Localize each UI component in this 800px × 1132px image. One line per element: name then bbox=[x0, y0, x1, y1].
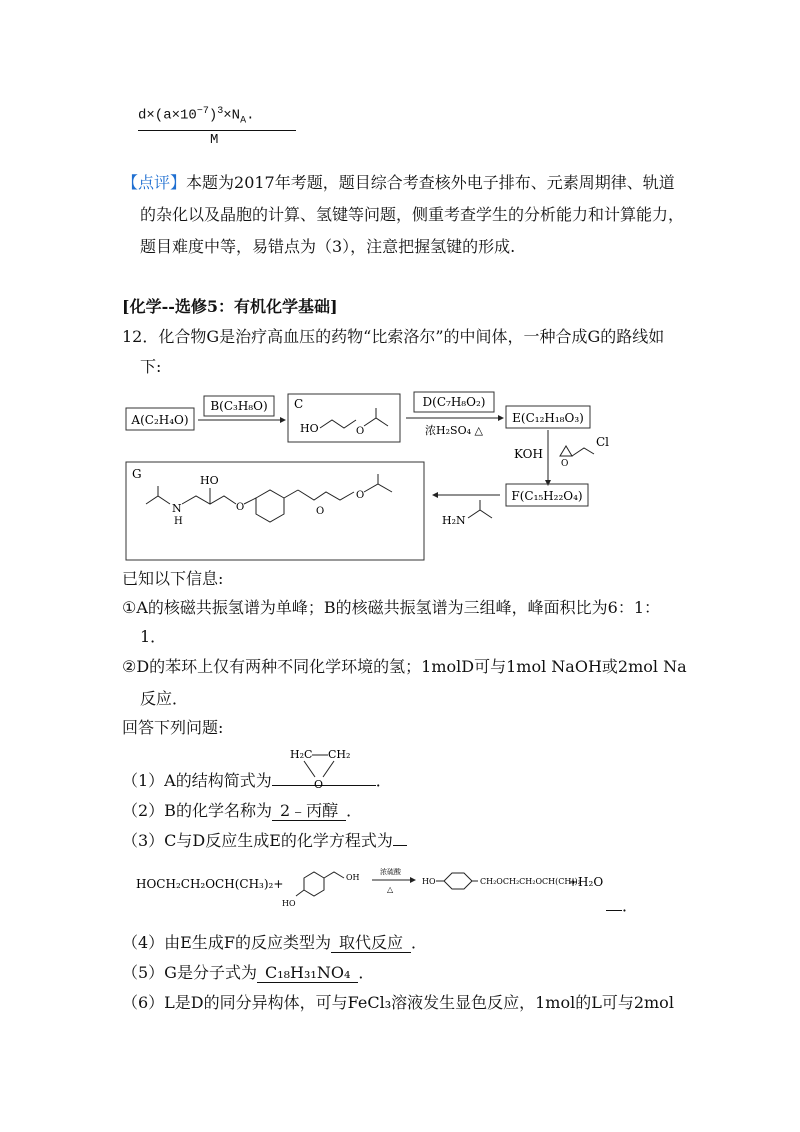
known-item1-line1: ①A的核磁共振氢谱为单峰；B的核磁共振氢谱为三组峰，峰面积比为6：1： bbox=[122, 598, 661, 617]
q3-suffix: ． bbox=[622, 896, 639, 915]
q3-blank bbox=[393, 845, 407, 846]
q4-answer: 取代反应 bbox=[331, 934, 411, 953]
comment-line-2: 的杂化以及晶胞的计算、氢键等问题，侧重考查学生的分析能力和计算能力， bbox=[140, 205, 685, 224]
section-title: [化学--选修5：有机化学基础] bbox=[122, 297, 338, 316]
g-benzene bbox=[256, 490, 284, 522]
formula bbox=[138, 106, 254, 126]
q5-suffix: ． bbox=[358, 963, 375, 982]
reagent-b: B(C₃H₈O) bbox=[210, 399, 268, 413]
q2-suffix: ． bbox=[346, 801, 363, 820]
q1-suffix: ． bbox=[375, 771, 392, 790]
formula-paren: ) bbox=[208, 107, 218, 124]
q1-o: O bbox=[314, 778, 324, 790]
q3-reactant1: HOCH₂CH₂OCH(CH₃)₂+ bbox=[136, 877, 284, 891]
q3-tail bbox=[606, 895, 638, 917]
q6-line: （6）L是D的同分异构体，可与FeCl₃溶液发生显色反应，1mol的L可与2mol bbox=[122, 993, 674, 1012]
question-line-2: 下: bbox=[140, 357, 162, 376]
scheme-svg bbox=[120, 388, 640, 578]
amine-chain bbox=[468, 510, 492, 518]
q2-answer: 2﹣丙醇 bbox=[272, 802, 346, 821]
q3-oh: OH bbox=[346, 873, 360, 882]
q3-catalyst: 浓硫酸 bbox=[380, 868, 401, 876]
formula-na-sub: A bbox=[240, 115, 247, 127]
g-ho: HO bbox=[200, 474, 219, 487]
q3-line bbox=[122, 830, 407, 852]
arrow-head-e-f bbox=[545, 480, 551, 486]
comment-text-1: 本题为2017年考题，题目综合考查核外电子排布、元素周期律、轨道 bbox=[186, 173, 675, 192]
q3-equation bbox=[136, 860, 656, 910]
box-f-label: F(C₁₅H₂₂O₄) bbox=[511, 489, 583, 503]
formula-exp3: 3 bbox=[217, 106, 224, 117]
g-o3: O bbox=[356, 490, 365, 501]
epoxide-ring bbox=[560, 446, 572, 456]
q2-line bbox=[122, 800, 362, 822]
known-item1-line2: 1． bbox=[140, 627, 167, 646]
q3-product-ho: HO bbox=[422, 877, 436, 886]
box-e-label: E(C₁₂H₁₈O₃) bbox=[512, 411, 584, 425]
q1-epoxide bbox=[288, 746, 358, 790]
epoxide-o: O bbox=[561, 459, 569, 469]
q3-tail-blank bbox=[606, 910, 622, 911]
q1-prefix: （1）A的结构简式为 bbox=[122, 771, 272, 790]
q5-line bbox=[122, 962, 374, 984]
formula-numerator: d×(a×10 bbox=[138, 107, 197, 124]
box-g-label: G bbox=[132, 467, 142, 481]
formula-bar bbox=[138, 130, 296, 131]
arrow-head-f-g bbox=[432, 492, 438, 498]
c-ipr bbox=[364, 418, 388, 426]
known-item2-line1: ②D的苯环上仅有两种不同化学环境的氢；1molD可与1mol NaOH或2mol Na bbox=[122, 657, 687, 676]
g-chain bbox=[182, 496, 236, 504]
q3-ch2oh-bond bbox=[324, 872, 344, 878]
g-ipr bbox=[146, 496, 170, 504]
q3-benzene-2 bbox=[444, 873, 472, 889]
known-heading: 已知以下信息: bbox=[122, 569, 224, 588]
g-n: N bbox=[172, 502, 182, 515]
q3-product: CH₂OCH₂CH₂OCH(CH₃)₂ bbox=[480, 877, 581, 886]
formula-na: ×N bbox=[223, 107, 241, 124]
box-a-label: A(C₂H₄O) bbox=[131, 413, 189, 427]
formula-dot: . bbox=[246, 107, 255, 124]
g-o1-bond bbox=[244, 498, 256, 504]
q5-prefix: （5）G是分子式为 bbox=[122, 963, 257, 982]
q5-answer: C₁₈H₃₁NO₄ bbox=[257, 964, 358, 983]
box-g bbox=[126, 462, 424, 560]
question-line-1: 12．化合物G是治疗高血压的药物“比索洛尔”的中间体，一种合成G的路线如 bbox=[122, 327, 665, 346]
cond-d: 浓H₂SO₄ △ bbox=[425, 424, 483, 437]
q3-arrow-head bbox=[410, 877, 416, 883]
q1-co-bond2 bbox=[323, 761, 334, 777]
amine-h2n: H₂N bbox=[442, 514, 466, 527]
arrow-head-c-e bbox=[498, 415, 504, 421]
c-o: O bbox=[356, 426, 365, 437]
q3-prefix: （3）C与D反应生成E的化学方程式为 bbox=[122, 831, 393, 850]
g-ether-chain bbox=[298, 490, 354, 500]
q4-suffix: ． bbox=[410, 933, 427, 952]
q1-epoxide-svg bbox=[288, 746, 358, 790]
q3-equation-svg bbox=[136, 860, 656, 910]
formula-exp: −7 bbox=[196, 106, 209, 117]
q1-ch2: CH₂ bbox=[328, 748, 351, 761]
q1-h2c: H₂C bbox=[290, 748, 313, 761]
q3-water: +H₂O bbox=[568, 875, 604, 889]
g-o2: O bbox=[316, 506, 325, 517]
reagent-d: D(C₇H₈O₂) bbox=[422, 395, 486, 409]
q2-prefix: （2）B的化学名称为 bbox=[122, 801, 272, 820]
comment-line-3: 题目难度中等，易错点为（3），注意把握氢键的形成. bbox=[140, 237, 516, 256]
q3-ho: HO bbox=[282, 899, 296, 908]
epoxide-chain bbox=[572, 448, 594, 456]
g-ipr2 bbox=[364, 484, 392, 492]
arrow-head-a-c bbox=[280, 417, 286, 423]
g-ch2 bbox=[284, 490, 298, 498]
c-chain bbox=[320, 420, 356, 428]
synthesis-scheme bbox=[120, 388, 640, 578]
reagent-koh: KOH bbox=[514, 447, 543, 461]
box-c-label: C bbox=[294, 397, 304, 411]
formula-denominator: M bbox=[210, 132, 219, 148]
epoxide-cl: Cl bbox=[596, 435, 610, 449]
q3-ho-bond bbox=[296, 890, 304, 896]
answers-heading: 回答下列问题: bbox=[122, 718, 224, 737]
q4-prefix: （4）由E生成F的反应类型为 bbox=[122, 933, 331, 952]
comment-tag: 【点评】 bbox=[122, 173, 187, 192]
known-item2-line2: 反应． bbox=[140, 689, 189, 708]
q1-co-bond1 bbox=[304, 761, 315, 777]
c-ho: HO bbox=[300, 422, 319, 435]
q3-heat: △ bbox=[387, 885, 394, 894]
g-o1: O bbox=[236, 502, 245, 513]
g-h: H bbox=[174, 516, 183, 527]
comment-line-1 bbox=[122, 172, 675, 194]
q3-benzene-1 bbox=[304, 872, 324, 896]
q4-line bbox=[122, 932, 427, 954]
